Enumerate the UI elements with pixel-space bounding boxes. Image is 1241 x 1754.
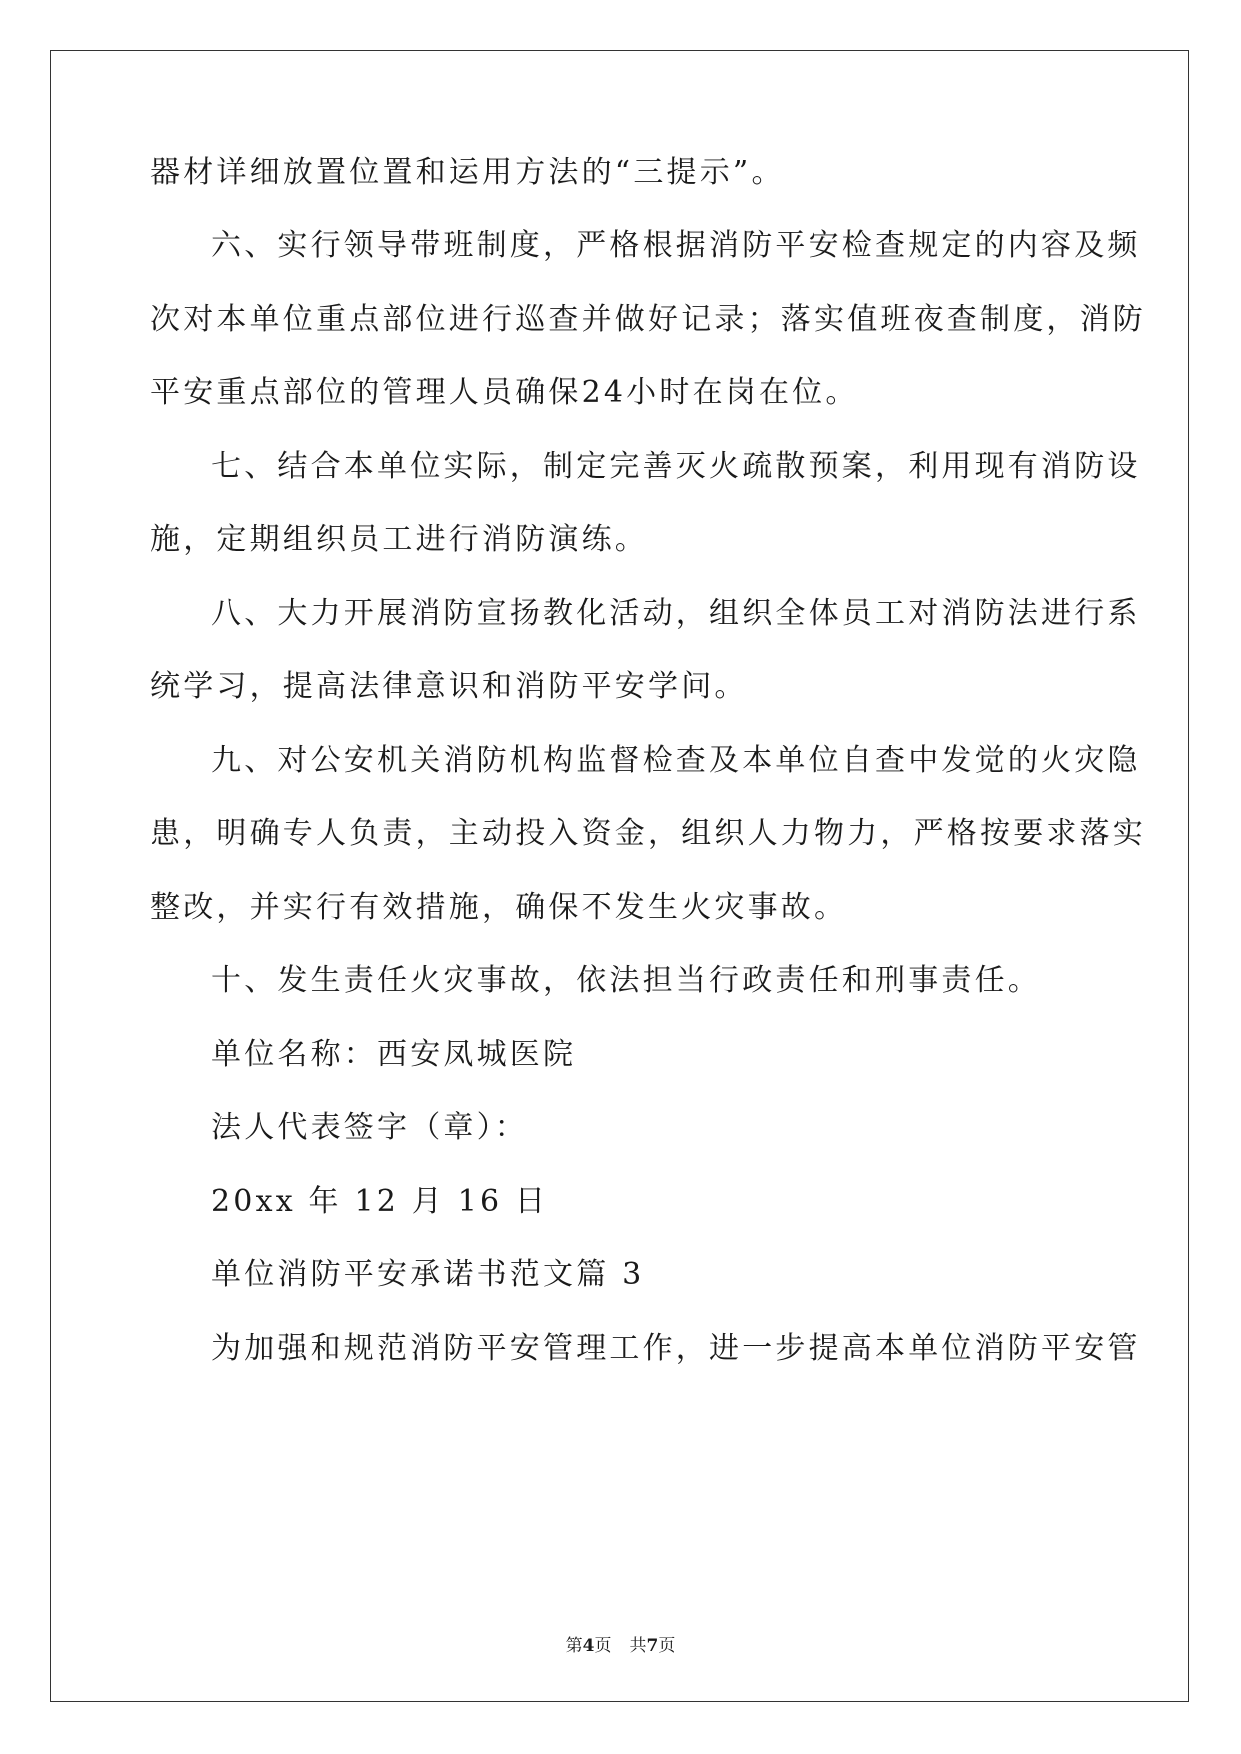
body-line: 施，定期组织员工进行消防演练。	[150, 522, 648, 557]
body-line: 平安重点部位的管理人员确保24小时在岗在位。	[150, 375, 859, 410]
current-page-number: 4	[582, 1636, 595, 1656]
body-line: 次对本单位重点部位进行巡查并做好记录；落实值班夜查制度，消防	[150, 302, 1146, 337]
page-footer	[0, 1636, 1241, 1656]
body-line: 器材详细放置位置和运用方法的“三提示”。	[150, 155, 785, 190]
date-line: 20xx 年 12 月 16 日	[211, 1184, 549, 1219]
body-line: 整改，并实行有效措施，确保不发生火灾事故。	[150, 890, 848, 925]
body-line: 八、大力开展消防宣扬教化活动，组织全体员工对消防法进行系	[211, 596, 1141, 631]
body-line: 九、对公安机关消防机构监督检查及本单位自查中发觉的火灾隐	[211, 743, 1141, 778]
footer-prefix: 第	[565, 1636, 583, 1656]
body-line: 七、结合本单位实际，制定完善灭火疏散预案，利用现有消防设	[211, 449, 1141, 484]
body-line: 统学习，提高法律意识和消防平安学问。	[150, 669, 748, 704]
body-line: 十、发生责任火灾事故，依法担当行政责任和刑事责任。	[211, 963, 1041, 998]
body-line: 患，明确专人负责，主动投入资金，组织人力物力，严格按要求落实	[150, 816, 1146, 851]
section-title: 单位消防平安承诺书范文篇 3	[211, 1257, 645, 1292]
page-border	[50, 50, 1189, 1702]
footer-total-prefix: 共	[629, 1636, 647, 1656]
body-line: 为加强和规范消防平安管理工作，进一步提高本单位消防平安管	[211, 1331, 1141, 1366]
footer-total-suffix: 页	[658, 1636, 676, 1656]
unit-name-line: 单位名称：西安凤城医院	[211, 1037, 577, 1072]
body-line: 六、实行领导带班制度，严格根据消防平安检查规定的内容及频	[211, 228, 1141, 263]
footer-page-word: 页	[594, 1636, 612, 1656]
signature-line: 法人代表签字（章）：	[211, 1110, 528, 1145]
total-pages-number: 7	[646, 1636, 659, 1656]
